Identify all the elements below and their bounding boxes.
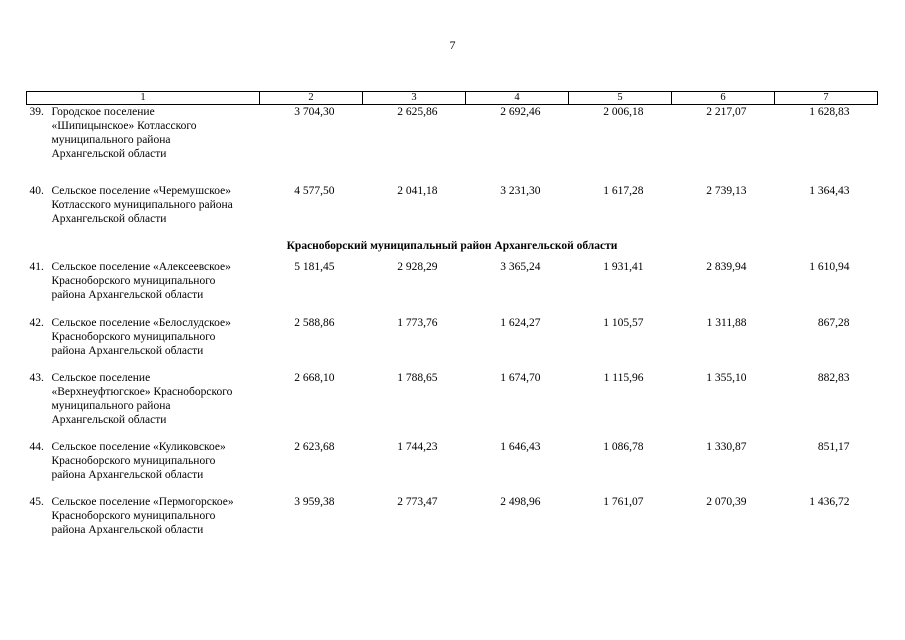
value-cell: 1 105,57: [603, 316, 644, 329]
value-cell: 1 436,72: [809, 495, 850, 508]
settlement-name-line: Красноборского муниципального: [51, 454, 216, 467]
value-cell: 1 610,94: [809, 260, 850, 273]
settlement-name-line: «Верхнеуфтюгское» Красноборского: [51, 385, 233, 398]
settlement-name-line: Архангельской области: [51, 212, 167, 225]
column-header: 7: [775, 92, 878, 105]
value-cell: 4 577,50: [294, 184, 335, 197]
settlement-name: [52, 316, 260, 358]
row-number: 39.: [29, 106, 44, 118]
settlement-name-cell: [27, 440, 260, 495]
settlement-name-line: Сельское поселение «Куликовское»: [51, 440, 226, 453]
value-cell: 2 041,18: [397, 184, 438, 197]
value-cell: 2 498,96: [500, 495, 541, 508]
settlement-name-line: Архангельской области: [51, 148, 167, 160]
settlement-name-line: Сельское поселение «Черемушское»: [51, 184, 231, 197]
column-header: 6: [672, 92, 775, 105]
column-header: 2: [260, 92, 363, 105]
settlement-name: [52, 371, 260, 427]
value-cell: 1 617,28: [603, 184, 644, 197]
settlement-name: [52, 260, 260, 302]
value-cell: 2 006,18: [603, 106, 644, 118]
value-cell: 1 674,70: [500, 371, 541, 384]
value-cell: 1 788,65: [397, 371, 438, 384]
settlement-name-line: Сельское поселение «Пермогорское»: [51, 495, 234, 508]
table-row: [27, 260, 878, 316]
value-cell: 851,17: [817, 440, 850, 453]
value-cell: 1 628,83: [809, 106, 850, 118]
value-cell: 1 115,96: [603, 371, 644, 384]
value-cell: 882,83: [817, 371, 850, 384]
settlement-name-cell: [27, 495, 260, 550]
settlement-name-line: Красноборского муниципального: [51, 274, 216, 287]
value-cell: 1 364,43: [809, 184, 850, 197]
column-header: 5: [569, 92, 672, 105]
settlement-name-line: района Архангельской области: [51, 288, 204, 301]
table-row: [27, 495, 878, 550]
row-number: 45.: [29, 495, 44, 508]
settlement-name-line: Красноборского муниципального: [51, 509, 216, 522]
column-header: 1: [27, 92, 260, 105]
settlement-name-cell: [27, 371, 260, 440]
settlement-name-line: Котласского муниципального района: [51, 198, 233, 211]
value-cell: 2 839,94: [706, 260, 747, 273]
value-cell: 1 931,41: [603, 260, 644, 273]
settlement-name-line: муниципального района: [51, 134, 171, 146]
settlement-name-line: района Архангельской области: [51, 523, 204, 536]
value-cell: 1 355,10: [706, 371, 747, 384]
header-row: [27, 92, 878, 105]
value-cell: 2 625,86: [397, 106, 438, 118]
value-cell: 2 739,13: [706, 184, 747, 197]
settlement-name: [52, 440, 260, 482]
value-cell: 2 623,68: [294, 440, 335, 453]
settlement-name-line: Городское поселение: [51, 106, 155, 118]
value-cell: 867,28: [817, 316, 850, 329]
settlement-name-cell: [27, 184, 260, 235]
settlement-name: [52, 184, 260, 226]
settlement-name: [52, 105, 260, 161]
row-number: 40.: [29, 184, 44, 197]
settlement-name-line: района Архангельской области: [51, 468, 204, 481]
settlement-name-line: Красноборского муниципального: [51, 330, 216, 343]
value-cell: 3 231,30: [500, 184, 541, 197]
column-header: 3: [363, 92, 466, 105]
value-cell: 3 365,24: [500, 260, 541, 273]
row-number: 44.: [29, 440, 44, 453]
column-header: 4: [466, 92, 569, 105]
value-cell: 3 704,30: [294, 106, 335, 118]
table-row: [27, 105, 878, 184]
settlement-name-cell: [27, 316, 260, 371]
value-cell: 5 181,45: [294, 260, 335, 273]
settlement-name-cell: [27, 260, 260, 316]
settlement-name-line: муниципального района: [51, 399, 171, 412]
row-number: 42.: [29, 316, 44, 329]
settlement-name-line: Сельское поселение «Алексеевское»: [51, 260, 231, 273]
settlement-name-line: Архангельской области: [51, 413, 167, 426]
value-cell: 3 959,38: [294, 495, 335, 508]
table-body: [27, 105, 878, 550]
value-cell: 1 744,23: [397, 440, 438, 453]
row-number: 41.: [29, 260, 44, 273]
value-cell: 2 773,47: [397, 495, 438, 508]
value-cell: 1 311,88: [706, 316, 747, 329]
budget-table: [26, 91, 878, 550]
settlement-name-line: «Шипицынское» Котласского: [51, 120, 197, 132]
settlement-name-line: Сельское поселение «Белослудское»: [51, 316, 231, 329]
value-cell: 1 624,27: [500, 316, 541, 329]
table-row: [27, 371, 878, 440]
section-title: Красноборский муниципальный район Архангельской области: [286, 239, 618, 252]
table-row: [27, 440, 878, 495]
row-number: 43.: [29, 371, 44, 384]
value-cell: 1 773,76: [397, 316, 438, 329]
page-number: 7: [449, 38, 456, 52]
settlement-name: [52, 495, 260, 537]
value-cell: 1 761,07: [603, 495, 644, 508]
table-row: [27, 184, 878, 235]
value-cell: 1 330,87: [706, 440, 747, 453]
value-cell: 2 928,29: [397, 260, 438, 273]
value-cell: 2 588,86: [294, 316, 335, 329]
value-cell: 1 086,78: [603, 440, 644, 453]
value-cell: 1 646,43: [500, 440, 541, 453]
value-cell: 2 070,39: [706, 495, 747, 508]
table-row: [27, 316, 878, 371]
value-cell: 2 668,10: [294, 371, 335, 384]
value-cell: 2 217,07: [706, 106, 747, 118]
settlement-name-line: Сельское поселение: [51, 371, 151, 384]
value-cell: 2 692,46: [500, 106, 541, 118]
settlement-name-line: района Архангельской области: [51, 344, 204, 357]
section-header-row: [27, 235, 878, 260]
settlement-name-cell: [27, 105, 260, 184]
